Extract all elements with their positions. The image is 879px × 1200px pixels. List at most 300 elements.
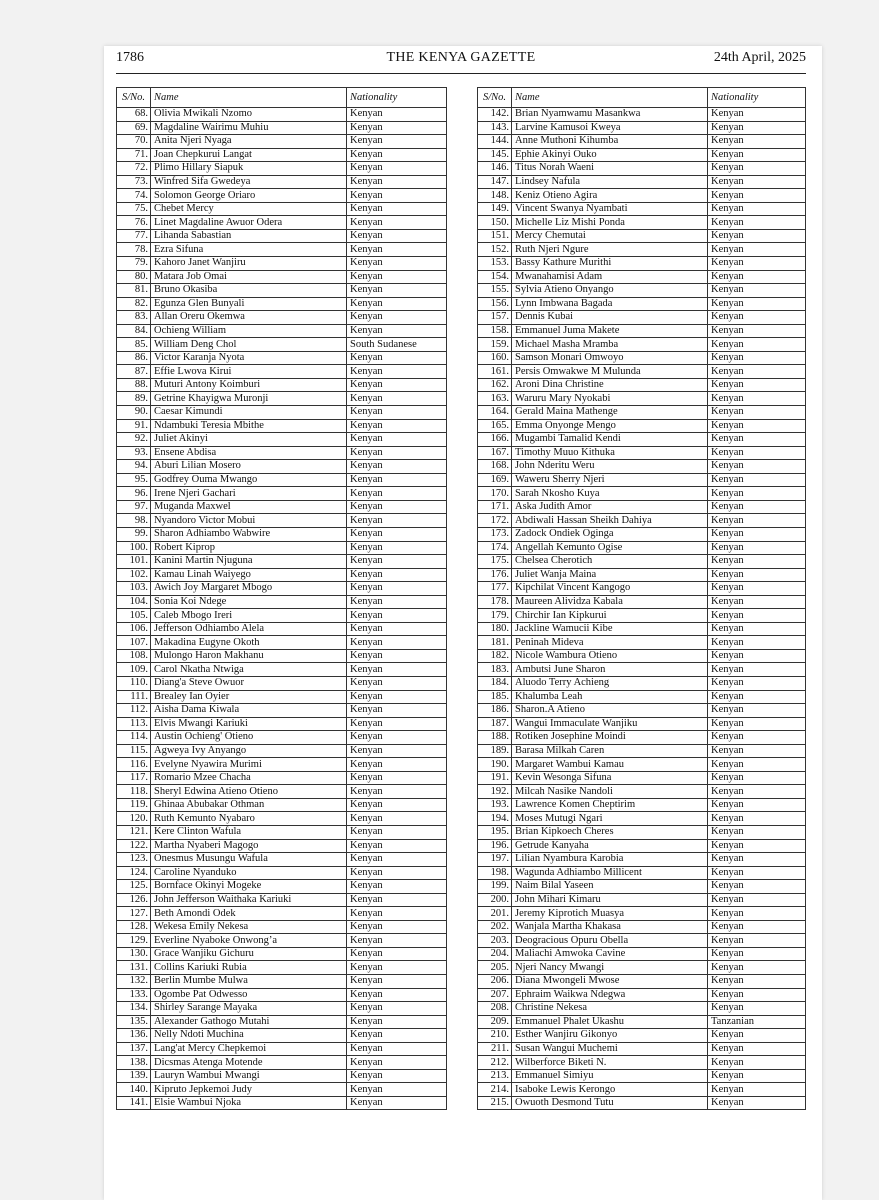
nationality-cell: Kenyan bbox=[347, 243, 447, 257]
nationality-cell: Tanzanian bbox=[708, 1015, 806, 1029]
nationality-cell: Kenyan bbox=[708, 812, 806, 826]
name-cell: Keniz Otieno Agira bbox=[512, 189, 708, 203]
serial-number-cell: 69. bbox=[117, 121, 151, 135]
table-row bbox=[478, 1042, 806, 1056]
serial-number-cell: 207. bbox=[478, 988, 512, 1002]
name-cell: Titus Norah Waeni bbox=[512, 162, 708, 176]
table-row bbox=[478, 284, 806, 298]
nationality-cell: Kenyan bbox=[708, 297, 806, 311]
name-cell: Magdaline Wairimu Muhiu bbox=[151, 121, 347, 135]
name-cell: John Mihari Kimaru bbox=[512, 893, 708, 907]
nationality-cell: Kenyan bbox=[347, 636, 447, 650]
table-body-right bbox=[478, 108, 806, 1110]
nationality-cell: Kenyan bbox=[347, 527, 447, 541]
serial-number-cell: 101. bbox=[117, 555, 151, 569]
table-row bbox=[117, 717, 447, 731]
table-row bbox=[117, 257, 447, 271]
nationality-cell: Kenyan bbox=[347, 1042, 447, 1056]
serial-number-cell: 189. bbox=[478, 744, 512, 758]
serial-number-cell: 130. bbox=[117, 947, 151, 961]
name-cell: Maliachi Amwoka Cavine bbox=[512, 947, 708, 961]
nationality-cell: Kenyan bbox=[708, 690, 806, 704]
name-cell: Diana Mwongeli Mwose bbox=[512, 975, 708, 989]
serial-number-cell: 167. bbox=[478, 446, 512, 460]
table-row bbox=[117, 1042, 447, 1056]
nationality-cell: Kenyan bbox=[347, 284, 447, 298]
serial-number-cell: 131. bbox=[117, 961, 151, 975]
nationality-cell: Kenyan bbox=[708, 324, 806, 338]
nationality-cell: Kenyan bbox=[347, 446, 447, 460]
nationality-cell: Kenyan bbox=[708, 338, 806, 352]
nationality-cell: Kenyan bbox=[347, 771, 447, 785]
names-table-right bbox=[477, 87, 806, 1110]
name-cell: Victor Karanja Nyota bbox=[151, 351, 347, 365]
table-row bbox=[117, 108, 447, 122]
name-cell: Maureen Alividza Kabala bbox=[512, 595, 708, 609]
table-row bbox=[117, 324, 447, 338]
nationality-cell: Kenyan bbox=[347, 1069, 447, 1083]
nationality-cell: Kenyan bbox=[708, 839, 806, 853]
table-row bbox=[478, 555, 806, 569]
nationality-cell: Kenyan bbox=[708, 853, 806, 867]
table-row bbox=[117, 839, 447, 853]
nationality-cell: Kenyan bbox=[347, 351, 447, 365]
name-cell: Jackline Wamucii Kibe bbox=[512, 622, 708, 636]
table-row bbox=[478, 108, 806, 122]
table-row bbox=[478, 392, 806, 406]
name-cell: Lang'at Mercy Chepkemoi bbox=[151, 1042, 347, 1056]
table-row bbox=[478, 135, 806, 149]
nationality-cell: Kenyan bbox=[347, 487, 447, 501]
nationality-cell: Kenyan bbox=[708, 473, 806, 487]
name-cell: Ruth Njeri Ngure bbox=[512, 243, 708, 257]
name-cell: Lauryn Wambui Mwangi bbox=[151, 1069, 347, 1083]
name-cell: Gerald Maina Mathenge bbox=[512, 406, 708, 420]
table-row bbox=[117, 433, 447, 447]
nationality-cell: Kenyan bbox=[347, 1029, 447, 1043]
table-row bbox=[117, 1069, 447, 1083]
table-row bbox=[478, 609, 806, 623]
serial-number-cell: 163. bbox=[478, 392, 512, 406]
nationality-cell: Kenyan bbox=[708, 582, 806, 596]
nationality-cell: Kenyan bbox=[347, 392, 447, 406]
serial-number-cell: 119. bbox=[117, 798, 151, 812]
table-row bbox=[478, 704, 806, 718]
nationality-cell: Kenyan bbox=[708, 622, 806, 636]
name-cell: Wanjala Martha Khakasa bbox=[512, 920, 708, 934]
table-row bbox=[478, 1002, 806, 1016]
name-cell: Wekesa Emily Nekesa bbox=[151, 920, 347, 934]
table-row bbox=[117, 988, 447, 1002]
nationality-cell: Kenyan bbox=[347, 812, 447, 826]
table-row bbox=[117, 1096, 447, 1110]
serial-number-cell: 84. bbox=[117, 324, 151, 338]
serial-number-cell: 203. bbox=[478, 934, 512, 948]
name-cell: Winfred Sifa Gwedeya bbox=[151, 175, 347, 189]
name-cell: Michelle Liz Mishi Ponda bbox=[512, 216, 708, 230]
serial-number-cell: 74. bbox=[117, 189, 151, 203]
name-cell: Njeri Nancy Mwangi bbox=[512, 961, 708, 975]
serial-number-cell: 211. bbox=[478, 1042, 512, 1056]
nationality-cell: Kenyan bbox=[708, 1002, 806, 1016]
nationality-cell: Kenyan bbox=[347, 704, 447, 718]
nationality-cell: Kenyan bbox=[347, 825, 447, 839]
table-row bbox=[478, 649, 806, 663]
table-row bbox=[117, 920, 447, 934]
table-row bbox=[478, 853, 806, 867]
nationality-cell: Kenyan bbox=[708, 487, 806, 501]
nationality-cell: Kenyan bbox=[708, 500, 806, 514]
table-row bbox=[478, 148, 806, 162]
serial-number-cell: 121. bbox=[117, 825, 151, 839]
serial-number-cell: 214. bbox=[478, 1083, 512, 1097]
table-row bbox=[478, 338, 806, 352]
table-row bbox=[117, 663, 447, 677]
serial-number-cell: 112. bbox=[117, 704, 151, 718]
serial-number-cell: 115. bbox=[117, 744, 151, 758]
serial-number-cell: 105. bbox=[117, 609, 151, 623]
serial-number-cell: 200. bbox=[478, 893, 512, 907]
table-row bbox=[117, 378, 447, 392]
name-cell: Bruno Okasiba bbox=[151, 284, 347, 298]
serial-number-cell: 152. bbox=[478, 243, 512, 257]
name-cell: Ochieng William bbox=[151, 324, 347, 338]
name-cell: Bornface Okinyi Mogeke bbox=[151, 880, 347, 894]
name-cell: Mercy Chemutai bbox=[512, 229, 708, 243]
serial-number-cell: 113. bbox=[117, 717, 151, 731]
name-cell: Timothy Muuo Kithuka bbox=[512, 446, 708, 460]
nationality-cell: Kenyan bbox=[708, 568, 806, 582]
nationality-cell: Kenyan bbox=[347, 568, 447, 582]
nationality-cell: Kenyan bbox=[347, 257, 447, 271]
table-row bbox=[478, 1056, 806, 1070]
nationality-cell: Kenyan bbox=[347, 270, 447, 284]
serial-number-cell: 187. bbox=[478, 717, 512, 731]
nationality-cell: Kenyan bbox=[708, 798, 806, 812]
serial-number-cell: 192. bbox=[478, 785, 512, 799]
nationality-cell: Kenyan bbox=[708, 771, 806, 785]
nationality-cell: Kenyan bbox=[708, 135, 806, 149]
table-row bbox=[117, 785, 447, 799]
table-row bbox=[117, 446, 447, 460]
serial-number-cell: 139. bbox=[117, 1069, 151, 1083]
nationality-cell: Kenyan bbox=[708, 270, 806, 284]
table-row bbox=[478, 541, 806, 555]
table-row bbox=[478, 975, 806, 989]
name-cell: Muganda Maxwel bbox=[151, 500, 347, 514]
nationality-cell: Kenyan bbox=[708, 744, 806, 758]
name-cell: Dennis Kubai bbox=[512, 311, 708, 325]
name-cell: Caesar Kimundi bbox=[151, 406, 347, 420]
nationality-cell: Kenyan bbox=[708, 108, 806, 122]
serial-number-cell: 110. bbox=[117, 676, 151, 690]
name-cell: Kahoro Janet Wanjiru bbox=[151, 257, 347, 271]
name-cell: Nicole Wambura Otieno bbox=[512, 649, 708, 663]
name-cell: Evelyne Nyawira Murimi bbox=[151, 758, 347, 772]
nationality-cell: Kenyan bbox=[347, 121, 447, 135]
table-row bbox=[117, 1029, 447, 1043]
name-cell: Kipruto Jepkemoi Judy bbox=[151, 1083, 347, 1097]
serial-number-cell: 77. bbox=[117, 229, 151, 243]
page-number: 1786 bbox=[116, 50, 144, 65]
name-cell: Jeremy Kiprotich Muasya bbox=[512, 907, 708, 921]
serial-number-cell: 88. bbox=[117, 378, 151, 392]
table-row bbox=[478, 189, 806, 203]
nationality-cell: Kenyan bbox=[347, 880, 447, 894]
table-row bbox=[478, 473, 806, 487]
serial-number-cell: 90. bbox=[117, 406, 151, 420]
serial-number-cell: 100. bbox=[117, 541, 151, 555]
nationality-cell: Kenyan bbox=[708, 121, 806, 135]
column-header-name: Name bbox=[512, 88, 708, 108]
nationality-cell: Kenyan bbox=[708, 663, 806, 677]
serial-number-cell: 153. bbox=[478, 257, 512, 271]
name-cell: Aluodo Terry Achieng bbox=[512, 676, 708, 690]
nationality-cell: Kenyan bbox=[708, 1083, 806, 1097]
table-row bbox=[478, 731, 806, 745]
name-cell: Allan Oreru Okemwa bbox=[151, 311, 347, 325]
name-cell: Sonia Koi Ndege bbox=[151, 595, 347, 609]
name-cell: Onesmus Musungu Wafula bbox=[151, 853, 347, 867]
table-row bbox=[117, 189, 447, 203]
table-row bbox=[117, 595, 447, 609]
table-row bbox=[478, 378, 806, 392]
nationality-cell: Kenyan bbox=[708, 961, 806, 975]
name-cell: Bassy Kathure Murithi bbox=[512, 257, 708, 271]
table-row bbox=[117, 541, 447, 555]
table-row bbox=[478, 202, 806, 216]
serial-number-cell: 151. bbox=[478, 229, 512, 243]
name-cell: Samson Monari Omwoyo bbox=[512, 351, 708, 365]
serial-number-cell: 165. bbox=[478, 419, 512, 433]
serial-number-cell: 164. bbox=[478, 406, 512, 420]
serial-number-cell: 109. bbox=[117, 663, 151, 677]
table-row bbox=[478, 622, 806, 636]
serial-number-cell: 75. bbox=[117, 202, 151, 216]
name-cell: Godfrey Ouma Mwango bbox=[151, 473, 347, 487]
table-row bbox=[478, 961, 806, 975]
serial-number-cell: 120. bbox=[117, 812, 151, 826]
nationality-cell: Kenyan bbox=[347, 622, 447, 636]
serial-number-cell: 95. bbox=[117, 473, 151, 487]
nationality-cell: Kenyan bbox=[708, 880, 806, 894]
serial-number-cell: 180. bbox=[478, 622, 512, 636]
nationality-cell: Kenyan bbox=[708, 446, 806, 460]
nationality-cell: Kenyan bbox=[347, 609, 447, 623]
nationality-cell: Kenyan bbox=[347, 406, 447, 420]
serial-number-cell: 114. bbox=[117, 731, 151, 745]
name-cell: Chebet Mercy bbox=[151, 202, 347, 216]
serial-number-cell: 149. bbox=[478, 202, 512, 216]
serial-number-cell: 135. bbox=[117, 1015, 151, 1029]
serial-number-cell: 124. bbox=[117, 866, 151, 880]
name-cell: Makadina Eugyne Okoth bbox=[151, 636, 347, 650]
table-row bbox=[117, 1083, 447, 1097]
serial-number-cell: 97. bbox=[117, 500, 151, 514]
serial-number-cell: 143. bbox=[478, 121, 512, 135]
serial-number-cell: 134. bbox=[117, 1002, 151, 1016]
name-cell: Angellah Kemunto Ogise bbox=[512, 541, 708, 555]
serial-number-cell: 147. bbox=[478, 175, 512, 189]
table-row bbox=[117, 229, 447, 243]
serial-number-cell: 206. bbox=[478, 975, 512, 989]
serial-number-cell: 186. bbox=[478, 704, 512, 718]
nationality-cell: Kenyan bbox=[708, 257, 806, 271]
names-table-left bbox=[116, 87, 447, 1110]
name-cell: Wagunda Adhiambo Millicent bbox=[512, 866, 708, 880]
table-row bbox=[478, 798, 806, 812]
name-cell: Sharon Adhiambo Wabwire bbox=[151, 527, 347, 541]
table-row bbox=[117, 866, 447, 880]
name-cell: Kevin Wesonga Sifuna bbox=[512, 771, 708, 785]
name-cell: Kipchilat Vincent Kangogo bbox=[512, 582, 708, 596]
serial-number-cell: 210. bbox=[478, 1029, 512, 1043]
serial-number-cell: 68. bbox=[117, 108, 151, 122]
serial-number-cell: 85. bbox=[117, 338, 151, 352]
table-row bbox=[117, 975, 447, 989]
nationality-cell: Kenyan bbox=[347, 920, 447, 934]
page-header bbox=[116, 50, 806, 70]
table-row bbox=[478, 636, 806, 650]
name-cell: Persis Omwakwe M Mulunda bbox=[512, 365, 708, 379]
serial-number-cell: 204. bbox=[478, 947, 512, 961]
table-row bbox=[478, 121, 806, 135]
name-cell: Deogracious Opuru Obella bbox=[512, 934, 708, 948]
serial-number-cell: 107. bbox=[117, 636, 151, 650]
name-cell: Owuoth Desmond Tutu bbox=[512, 1096, 708, 1110]
nationality-cell: Kenyan bbox=[347, 216, 447, 230]
nationality-cell: Kenyan bbox=[708, 189, 806, 203]
serial-number-cell: 178. bbox=[478, 595, 512, 609]
serial-number-cell: 150. bbox=[478, 216, 512, 230]
table-row bbox=[117, 202, 447, 216]
serial-number-cell: 212. bbox=[478, 1056, 512, 1070]
name-cell: Caleb Mbogo Ireri bbox=[151, 609, 347, 623]
header-rule bbox=[116, 73, 806, 74]
name-cell: Aburi Lilian Mosero bbox=[151, 460, 347, 474]
table-body-left bbox=[117, 108, 447, 1110]
name-cell: Larvine Kamusoi Kweya bbox=[512, 121, 708, 135]
name-cell: Emmanuel Phalet Ukashu bbox=[512, 1015, 708, 1029]
serial-number-cell: 202. bbox=[478, 920, 512, 934]
name-cell: Everline Nyaboke Onwong’a bbox=[151, 934, 347, 948]
nationality-cell: Kenyan bbox=[347, 1083, 447, 1097]
table-row bbox=[117, 270, 447, 284]
serial-number-cell: 80. bbox=[117, 270, 151, 284]
serial-number-cell: 196. bbox=[478, 839, 512, 853]
serial-number-cell: 161. bbox=[478, 365, 512, 379]
nationality-cell: Kenyan bbox=[347, 555, 447, 569]
name-cell: Waruru Mary Nyokabi bbox=[512, 392, 708, 406]
serial-number-cell: 190. bbox=[478, 758, 512, 772]
table-row bbox=[117, 853, 447, 867]
nationality-cell: Kenyan bbox=[347, 649, 447, 663]
table-row bbox=[478, 690, 806, 704]
serial-number-cell: 146. bbox=[478, 162, 512, 176]
table-row bbox=[117, 121, 447, 135]
serial-number-cell: 174. bbox=[478, 541, 512, 555]
name-cell: Lihanda Sabastian bbox=[151, 229, 347, 243]
nationality-cell: Kenyan bbox=[708, 907, 806, 921]
serial-number-cell: 118. bbox=[117, 785, 151, 799]
serial-number-cell: 86. bbox=[117, 351, 151, 365]
nationality-cell: Kenyan bbox=[708, 419, 806, 433]
name-cell: Berlin Mumbe Mulwa bbox=[151, 975, 347, 989]
serial-number-cell: 176. bbox=[478, 568, 512, 582]
table-row bbox=[117, 1056, 447, 1070]
table-row bbox=[478, 812, 806, 826]
table-row bbox=[117, 690, 447, 704]
nationality-cell: Kenyan bbox=[708, 311, 806, 325]
issue-date: 24th April, 2025 bbox=[713, 50, 806, 65]
name-cell: Brealey Ian Oyier bbox=[151, 690, 347, 704]
nationality-cell: Kenyan bbox=[708, 216, 806, 230]
serial-number-cell: 213. bbox=[478, 1069, 512, 1083]
nationality-cell: Kenyan bbox=[347, 785, 447, 799]
nationality-cell: Kenyan bbox=[347, 988, 447, 1002]
serial-number-cell: 181. bbox=[478, 636, 512, 650]
nationality-cell: Kenyan bbox=[347, 162, 447, 176]
serial-number-cell: 208. bbox=[478, 1002, 512, 1016]
table-row bbox=[478, 568, 806, 582]
table-row bbox=[478, 460, 806, 474]
serial-number-cell: 160. bbox=[478, 351, 512, 365]
nationality-cell: Kenyan bbox=[708, 243, 806, 257]
serial-number-cell: 141. bbox=[117, 1096, 151, 1110]
name-cell: Muturi Antony Koimburi bbox=[151, 378, 347, 392]
table-row bbox=[117, 812, 447, 826]
nationality-cell: Kenyan bbox=[708, 527, 806, 541]
name-cell: Sharon.A Atieno bbox=[512, 704, 708, 718]
table-row bbox=[117, 825, 447, 839]
serial-number-cell: 145. bbox=[478, 148, 512, 162]
nationality-cell: Kenyan bbox=[708, 731, 806, 745]
table-row bbox=[117, 243, 447, 257]
nationality-cell: Kenyan bbox=[347, 947, 447, 961]
name-cell: Aska Judith Amor bbox=[512, 500, 708, 514]
name-cell: Awich Joy Margaret Mbogo bbox=[151, 582, 347, 596]
table-row bbox=[478, 1083, 806, 1097]
nationality-cell: Kenyan bbox=[708, 866, 806, 880]
name-cell: Robert Kiprop bbox=[151, 541, 347, 555]
table-row bbox=[117, 676, 447, 690]
table-row bbox=[117, 731, 447, 745]
name-cell: Sarah Nkosho Kuya bbox=[512, 487, 708, 501]
name-cell: Chirchir Ian Kipkurui bbox=[512, 609, 708, 623]
nationality-cell: Kenyan bbox=[708, 1042, 806, 1056]
table-row bbox=[117, 297, 447, 311]
table-row bbox=[478, 920, 806, 934]
table-row bbox=[478, 785, 806, 799]
serial-number-cell: 94. bbox=[117, 460, 151, 474]
table-row bbox=[117, 555, 447, 569]
name-cell: Naim Bilal Yaseen bbox=[512, 880, 708, 894]
serial-number-cell: 158. bbox=[478, 324, 512, 338]
table-row bbox=[117, 907, 447, 921]
nationality-cell: Kenyan bbox=[347, 541, 447, 555]
nationality-cell: Kenyan bbox=[347, 839, 447, 853]
table-row bbox=[478, 487, 806, 501]
name-cell: Matara Job Omai bbox=[151, 270, 347, 284]
serial-number-cell: 103. bbox=[117, 582, 151, 596]
name-cell: Agweya Ivy Anyango bbox=[151, 744, 347, 758]
nationality-cell: Kenyan bbox=[708, 1069, 806, 1083]
serial-number-cell: 111. bbox=[117, 690, 151, 704]
name-cell: Ogombe Pat Odwesso bbox=[151, 988, 347, 1002]
name-cell: Waweru Sherry Njeri bbox=[512, 473, 708, 487]
nationality-cell: Kenyan bbox=[347, 798, 447, 812]
table-row bbox=[478, 907, 806, 921]
